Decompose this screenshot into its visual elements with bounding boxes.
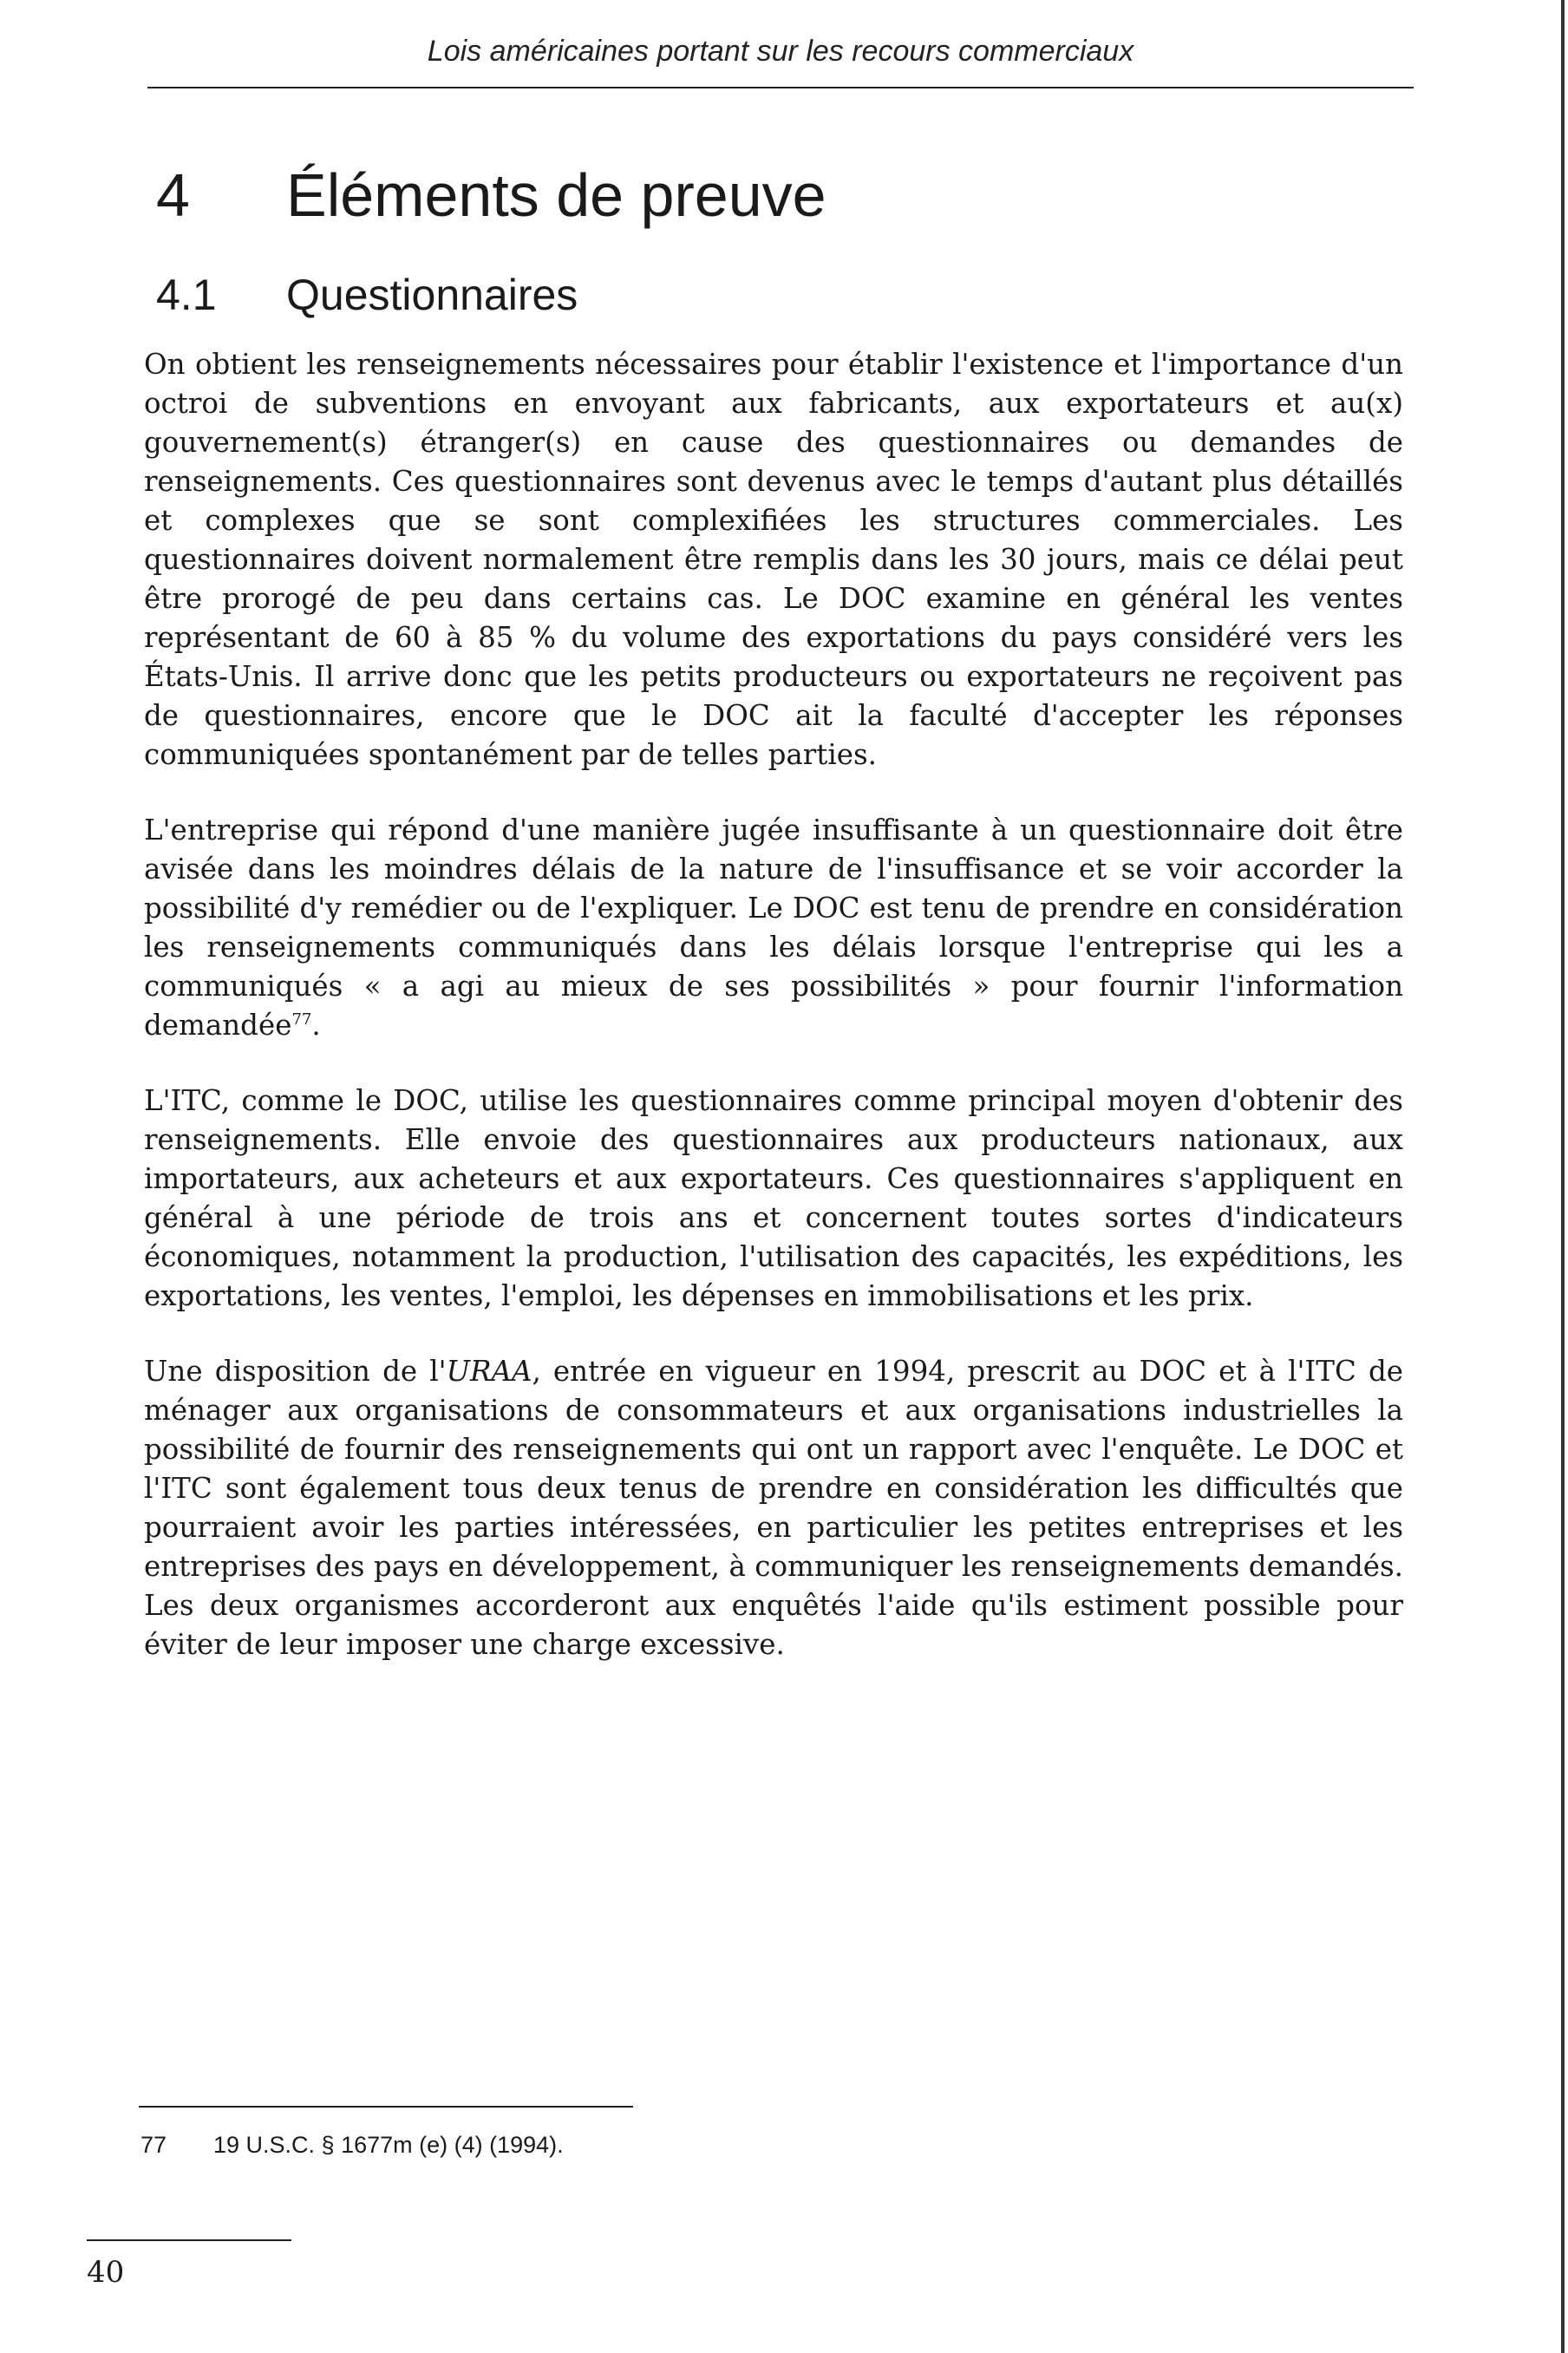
footnote-rule (139, 2106, 633, 2108)
paragraph-2-text: L'entreprise qui répond d'une manière jugée insuffisante à un questionnaire doit être avisée dans les moindres délais de la nature de l'insuffisance et se voir accorder la possibilité d'y remédier ou de l'expliquer. Le DOC est tenu de prendre en considération les renseignements communiqués dans les délais lorsque l'entreprise qui les a communiqués « a agi au mieux de ses possibilités » pour fournir l'information demandée (144, 814, 1403, 1042)
paragraph-3 (144, 1082, 1403, 1316)
page-number: 40 (87, 2255, 125, 2290)
paragraph-4-start: Une disposition de l' (144, 1355, 447, 1388)
section-heading (156, 273, 578, 317)
running-header: Lois américaines portant sur les recours commerciaux (427, 35, 1134, 68)
paragraph-3-text: L'ITC, comme le DOC, utilise les questionnaires comme principal moyen d'obtenir des renseignements. Elle envoie des questionnaires aux producteurs nationaux, aux importateurs, aux acheteurs et aux exportateurs. Ces questionnaires s'appliquent en général à une période de trois ans et concernent toutes sortes d'indicateurs économiques, notamment la production, l'utilisation des capacités, les expéditions, les exportations, les ventes, l'emploi, les dépenses en immobilisations et les prix. (144, 1084, 1403, 1312)
paragraph-4-text: , entrée en vigueur en 1994, prescrit au DOC et à l'ITC de ménager aux organisations de consommateurs et aux organisations industrielles la possibilité de fournir des renseignements qui ont un rapport avec l'enquête. Le DOC et l'ITC sont également tous deux tenus de prendre en considération les difficultés que pourraient avoir les parties intéressées, en particulier les petites entreprises et les entreprises des pays en développement, à communiquer les renseignements demandés. Les deux organismes accorderont aux enquêtés l'aide qu'ils estiment possible pour éviter de leur imposer une charge excessive. (144, 1355, 1403, 1661)
chapter-heading (156, 161, 826, 229)
chapter-number: 4 (156, 161, 190, 229)
paragraph-2-end: . (311, 1009, 321, 1042)
paragraph-4 (144, 1352, 1403, 1664)
paragraph-1 (144, 345, 1403, 775)
scan-edge-line (1561, 0, 1565, 2353)
paragraph-1-text: On obtient les renseignements nécessaires pour établir l'existence et l'importance d'un octroi de subventions en envoyant aux fabricants, aux exportateurs et au(x) gouvernement(s) étranger(s) en cause des questionnaires ou demandes de renseignements. Ces questionnaires sont devenus avec le temps d'autant plus détaillés et complexes que se sont complexifiées les structures commerciales. Les questionnaires doivent normalement être remplis dans les 30 jours, mais ce délai peut être prorogé de peu dans certains cas. Le DOC examine en général les ventes représentant de 60 à 85 % du volume des exportations du pays considéré vers les États-Unis. Il arrive donc que les petits producteurs ou exportateurs ne reçoivent pas de questionnaires, encore que le DOC ait la faculté d'accepter les réponses communiquées spontanément par de telles parties. (144, 348, 1403, 771)
footnote (140, 2132, 564, 2159)
section-number: 4.1 (156, 271, 217, 319)
paragraph-2 (144, 811, 1403, 1045)
header-rule (147, 87, 1414, 88)
footnote-number: 77 (140, 2132, 167, 2158)
section-title: Questionnaires (286, 271, 578, 319)
body-text (144, 345, 1403, 1701)
footnote-reference[interactable]: 77 (291, 1010, 312, 1029)
chapter-title: Éléments de preuve (286, 161, 826, 229)
footnote-text: 19 U.S.C. § 1677m (e) (4) (1994). (213, 2132, 564, 2158)
uraa-emphasis: URAA (446, 1355, 532, 1388)
page-number-rule (87, 2239, 291, 2241)
